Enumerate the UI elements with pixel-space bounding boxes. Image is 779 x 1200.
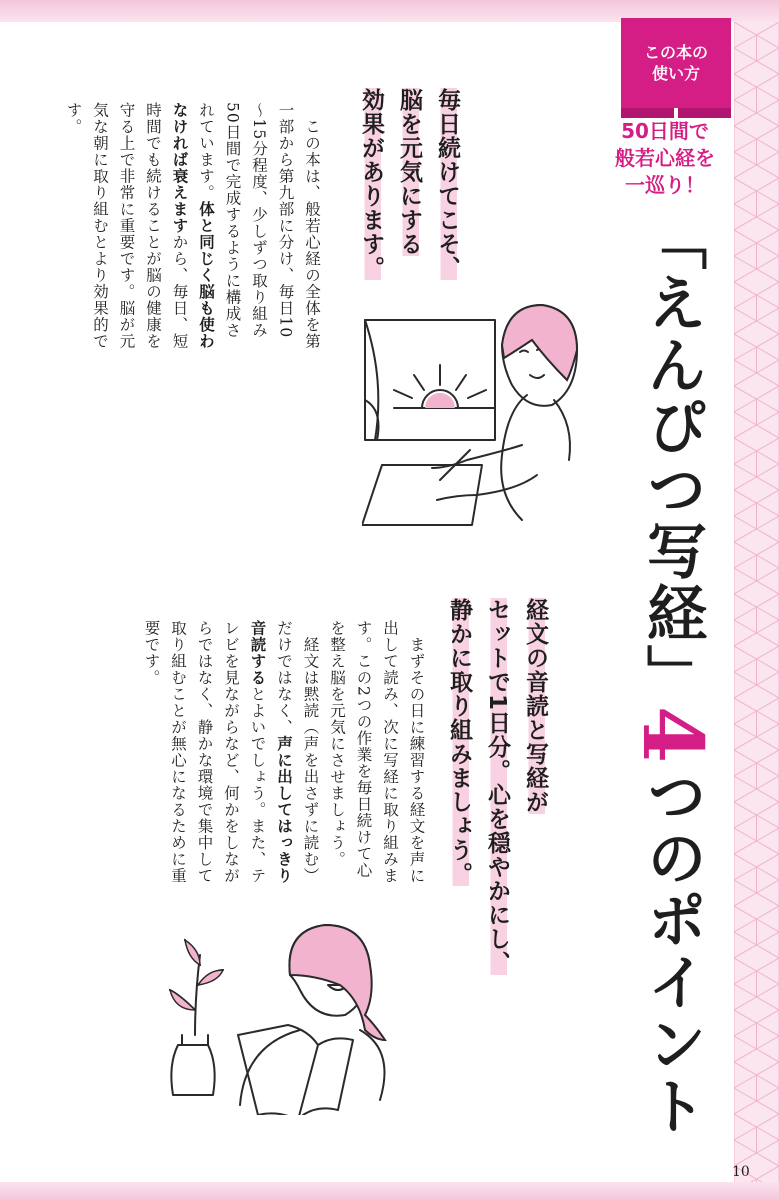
section1-heading-line3: 効果があります。	[358, 88, 384, 280]
badge-line1: この本の	[643, 43, 708, 62]
section2-para1: まずその日に練習する経文を声に出して読み、次に写経に取り組みます。この2つの作業を毎日続けて心を整え脳を元気にさせましょう。	[328, 620, 426, 884]
section1-heading-line2: 脳を元気にする	[396, 88, 422, 256]
subtitle-line2: 般若心経を	[615, 146, 715, 170]
title-part2: つのポイント	[637, 765, 707, 1138]
section1-body	[60, 102, 325, 352]
section2-heading-line1: 経文の音読と写経が	[522, 598, 548, 814]
title-number: 4	[624, 706, 720, 766]
woman-writing-illustration	[362, 290, 582, 530]
page-title	[624, 210, 720, 1138]
section2-body	[138, 620, 430, 890]
section1-body-1: この本は、般若心経の全体を第一部から第九部に分け、毎日10～15分程度、少しずつ取り組み50日間で完成するように構成されています。	[197, 102, 321, 350]
section1-body-bold: 体と同じく脳も使わなければ衰えます	[170, 102, 215, 350]
section2-heading-line3: 静かに取り組みましょう。	[446, 598, 472, 886]
section2-para2-b: とよいでしょう。また、テレビを見ながらなど、何かをしながらではなく、静かな環境で集中して取り組むことが無心になるために重要です。	[142, 620, 267, 884]
page-number: 10	[732, 1164, 750, 1180]
section1-heading-line1: 毎日続けてこそ、	[434, 88, 460, 280]
bottom-pink-band	[0, 1182, 779, 1200]
section2-heading-line2: セットで1日分。心を穏やかにし、	[484, 598, 510, 976]
section1-body-2: から、毎日、短時間でも続けることが脳の健康を守る上で非常に重要です。脳が元気な朝に取り組むとより効果的です。	[64, 102, 189, 350]
section2-para2-bold: 声に出してはっきり音読する	[248, 620, 293, 884]
subtitle-line3: 一巡り！	[625, 173, 705, 197]
subtitle	[580, 118, 750, 199]
woman-reading-illustration	[160, 915, 420, 1115]
usage-badge	[621, 18, 731, 108]
section2-heading	[440, 598, 554, 975]
title-part1: 「えんぴつ写経」	[637, 210, 707, 706]
subtitle-line1: 50日間で	[621, 119, 709, 143]
badge-line2: 使い方	[651, 64, 700, 83]
section2-para2-a: 経文は黙読（声を出さずに読む）だけではなく、	[275, 620, 320, 884]
section1-heading	[352, 88, 466, 280]
